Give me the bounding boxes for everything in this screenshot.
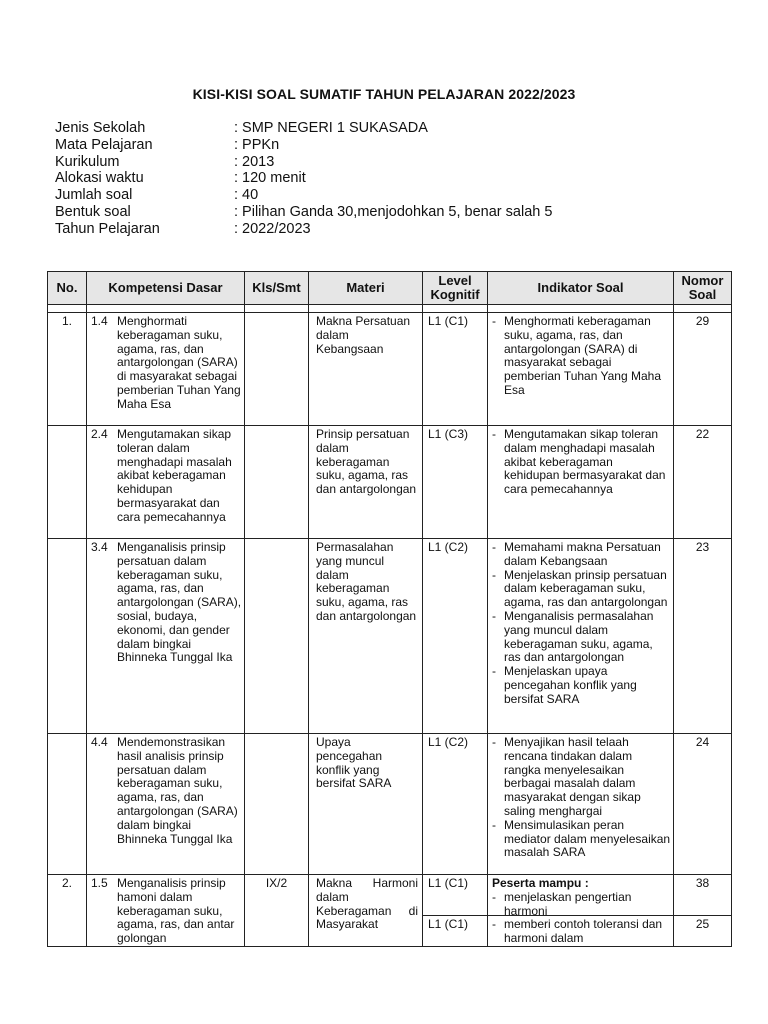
bullet-dash: - [492,735,496,749]
cell-materi: Prinsip persatuan dalam keberagaman suku, agama, ras dan antargolongan [309,426,423,539]
info-value: : 120 menit [234,170,306,187]
indikator-text: Mensimulasikan peran mediator dalam menyelesaikan masalah SARA [504,817,671,860]
info-label: Jumlah soal [55,187,133,204]
nomor-value: 25 [695,917,710,931]
bullet-dash: - [492,664,496,679]
indikator-text: Menjelaskan upaya pencegahan konflik yang bersifat SARA [504,664,637,706]
table-row [48,734,732,875]
cell-kls-smt: IX/2 [245,875,309,947]
document-title: KISI-KISI SOAL SUMATIF TAHUN PELAJARAN 2022/2023 [192,86,576,102]
cell-kompetensi-dasar [87,539,245,734]
level-value: L1 (C1) [423,875,487,916]
bullet-dash: - [492,540,496,554]
indikator-text: memberi contoh toleransi dan harmoni dalam [504,917,663,945]
cell-indikator [488,875,674,947]
level-value: L1 (C1) [428,917,469,931]
bullet-dash: - [492,427,496,441]
info-row-bentuk-soal [55,204,552,221]
info-value: : PPKn [234,136,280,153]
table-spacer-row [48,305,732,313]
info-label: Kurikulum [55,153,120,170]
info-label: Tahun Pelajaran [55,220,160,237]
kd-text: Menganalisis prinsip hamoni dalam keberagaman suku, agama, ras, dan antar golongan [117,876,235,946]
kd-code: 4.4 [91,735,108,749]
header-level-kognitif: Level Kognitif [423,272,488,305]
kd-text: Menghormati keberagaman suku, agama, ras, dan antargolongan (SARA) di masyarakat sebagai pemberian Tuhan Yang Maha Esa [117,314,241,411]
info-label: Jenis Sekolah [55,120,146,136]
cell-no: 2. [48,875,87,947]
bullet-dash: - [492,567,496,582]
cell-materi: Makna Harmoni dalam Keberagaman di Masyarakat [309,875,423,947]
info-row-mata-pelajaran [55,137,552,154]
info-value: : 2013 [234,153,275,170]
cell-kls-smt [245,426,309,539]
indikator-text: Menyajikan hasil telaah rencana tindakan dalam rangka menyelesaikan berbagai masalah dalam masyarakat dengan sikap saling menghargai [504,735,641,818]
indikator-text: Menganalisis permasalahan yang muncul dalam keberagaman suku, agama, ras dan antargolongan [504,608,654,665]
kisi-kisi-table [47,271,732,947]
kd-text: Menganalisis prinsip persatuan dalam keberagaman suku, agama, ras, dan antargolongan (SARA), sosial, budaya, ekonomi, dan gender dalam bingkai Bhinneka Tunggal Ika [117,540,242,665]
cell-nomor [674,875,732,947]
bullet-dash: - [492,314,496,328]
cell-level: L1 (C2) [423,734,488,875]
table-row [48,539,732,734]
header-no: No. [48,272,87,305]
kd-text: Mendemonstrasikan hasil analisis prinsip persatuan dalam keberagaman suku, agama, ras, dan antargolongan (SARA) dalam bingkai Bhinneka Tunggal Ika [117,735,238,846]
cell-nomor: 24 [674,734,732,875]
cell-indikator [488,426,674,539]
table-row [48,313,732,426]
info-label: Alokasi waktu [55,170,144,187]
indikator-text: Mengutamakan sikap toleran dalam menghadapi masalah akibat keberagaman kehidupan bermasyarakat dan cara pemecahannya [504,427,666,497]
info-value: : 40 [234,187,259,204]
header-nomor-soal: Nomor Soal [674,272,732,305]
kd-code: 1.5 [91,876,108,890]
cell-no [48,539,87,734]
cell-materi: Permasalahan yang muncul dalam keberagaman suku, agama, ras dan antargolongan [309,539,423,734]
indikator-text: Menjelaskan prinsip persatuan dalam keberagaman suku, agama, ras dan antargolongan [504,567,668,610]
kd-code: 3.4 [91,540,108,554]
cell-level: L1 (C3) [423,426,488,539]
table-row [48,875,732,947]
cell-kompetensi-dasar [87,875,245,947]
nomor-value: 38 [674,875,731,916]
header-indikator-soal: Indikator Soal [488,272,674,305]
cell-kls-smt [245,313,309,426]
info-row-alokasi-waktu [55,170,552,187]
info-label: Mata Pelajaran [55,136,153,153]
bullet-dash: - [492,608,496,623]
cell-kls-smt [245,539,309,734]
cell-indikator [488,539,674,734]
cell-level [423,875,488,947]
header-materi: Materi [309,272,423,305]
indikator-text: menjelaskan pengertian harmoni [504,889,632,918]
school-info [55,120,552,238]
cell-indikator [488,313,674,426]
header-kompetensi-dasar: Kompetensi Dasar [87,272,245,305]
cell-level: L1 (C2) [423,539,488,734]
cell-materi: Makna Persatuan dalam Kebangsaan [309,313,423,426]
bullet-dash: - [492,889,496,904]
info-row-kurikulum [55,154,552,171]
indikator-text: Memahami makna Persatuan dalam Kebangsaan [504,540,661,568]
indikator-text: Menghormati keberagaman suku, agama, ras, dan antargolongan (SARA) di masyarakat sebagai pemberian Tuhan Yang Maha Esa [504,314,662,397]
cell-kompetensi-dasar [87,734,245,875]
info-label: Bentuk soal [55,203,131,220]
info-row-jumlah-soal [55,187,552,204]
kd-code: 1.4 [91,314,108,328]
info-value: : 2022/2023 [234,220,311,237]
info-value: : SMP NEGERI 1 SUKASADA [234,120,428,136]
info-value: : Pilihan Ganda 30,menjodohkan 5, benar salah 5 [234,203,553,220]
cell-kls-smt [245,734,309,875]
cell-nomor: 29 [674,313,732,426]
cell-nomor: 23 [674,539,732,734]
info-row-jenis-sekolah [55,120,552,137]
table-row [48,426,732,539]
table-header-row [48,272,732,305]
bullet-dash: - [492,817,496,832]
bullet-dash: - [492,917,496,931]
info-row-tahun-pelajaran [55,221,552,238]
cell-no [48,426,87,539]
header-kls-smt: Kls/Smt [245,272,309,305]
cell-kompetensi-dasar [87,313,245,426]
cell-nomor: 22 [674,426,732,539]
cell-materi: Upaya pencegahan konflik yang bersifat SARA [309,734,423,875]
kd-code: 2.4 [91,427,108,441]
cell-no: 1. [48,313,87,426]
cell-no [48,734,87,875]
cell-level: L1 (C1) [423,313,488,426]
indikator-heading: Peserta mampu : [492,876,589,890]
cell-kompetensi-dasar [87,426,245,539]
cell-indikator [488,734,674,875]
kd-text: Mengutamakan sikap toleran dalam menghadapi masalah akibat keberagaman kehidupan bermasyarakat dan cara pemecahannya [117,427,232,524]
